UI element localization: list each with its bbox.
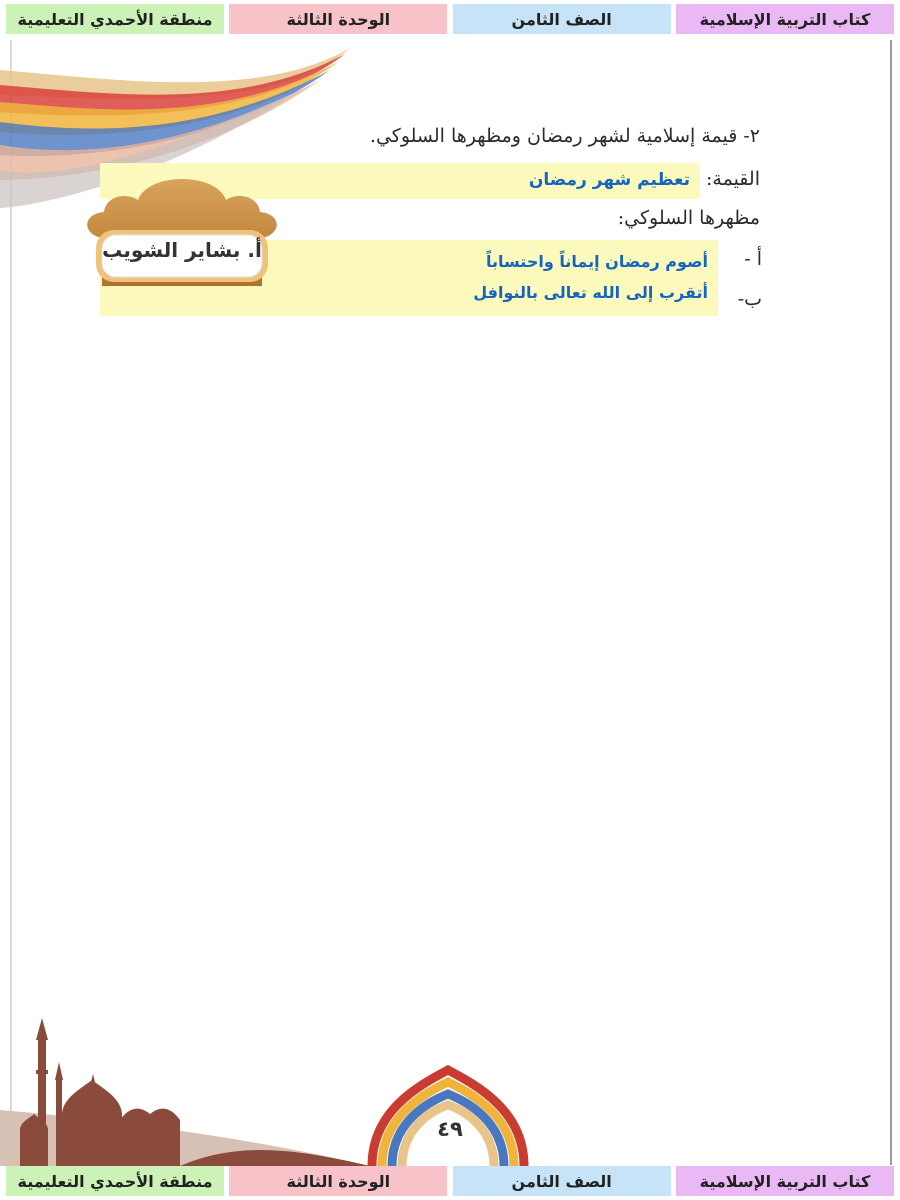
page-border-right xyxy=(890,40,892,1165)
header-tab-bar xyxy=(0,4,900,38)
item-marker-a: أ - xyxy=(744,248,762,270)
tab-unit: الوحدة الثالثة xyxy=(229,4,447,34)
author-name: أ. بشاير الشويب xyxy=(102,238,262,262)
tab-district: منطقة الأحمدي التعليمية xyxy=(6,4,224,34)
value-label: القيمة: xyxy=(706,168,760,190)
tab-district: منطقة الأحمدي التعليمية xyxy=(6,1166,224,1196)
tab-book-title: كتاب التربية الإسلامية xyxy=(676,1166,894,1196)
tab-unit: الوحدة الثالثة xyxy=(229,1166,447,1196)
answer-item-b: أتقرب إلى الله تعالى بالنوافل xyxy=(473,283,708,302)
mosque-rainbow-decoration xyxy=(0,1010,900,1166)
tab-grade: الصف الثامن xyxy=(453,4,671,34)
author-badge-cloud xyxy=(82,168,282,288)
value-answer: تعظيم شهر رمضان xyxy=(528,170,690,190)
behaviour-label: مظهرها السلوكي: xyxy=(617,207,760,229)
tab-book-title: كتاب التربية الإسلامية xyxy=(676,4,894,34)
question-heading: ٢- قيمة إسلامية لشهر رمضان ومظهرها السلوكي. xyxy=(369,125,760,147)
item-marker-b: ب- xyxy=(737,288,762,310)
page-number: ٤٩ xyxy=(437,1117,463,1141)
tab-grade: الصف الثامن xyxy=(453,1166,671,1196)
answer-item-a: أصوم رمضان إيماناً واحتساباً xyxy=(486,252,708,271)
footer-tab-bar xyxy=(0,1166,900,1200)
